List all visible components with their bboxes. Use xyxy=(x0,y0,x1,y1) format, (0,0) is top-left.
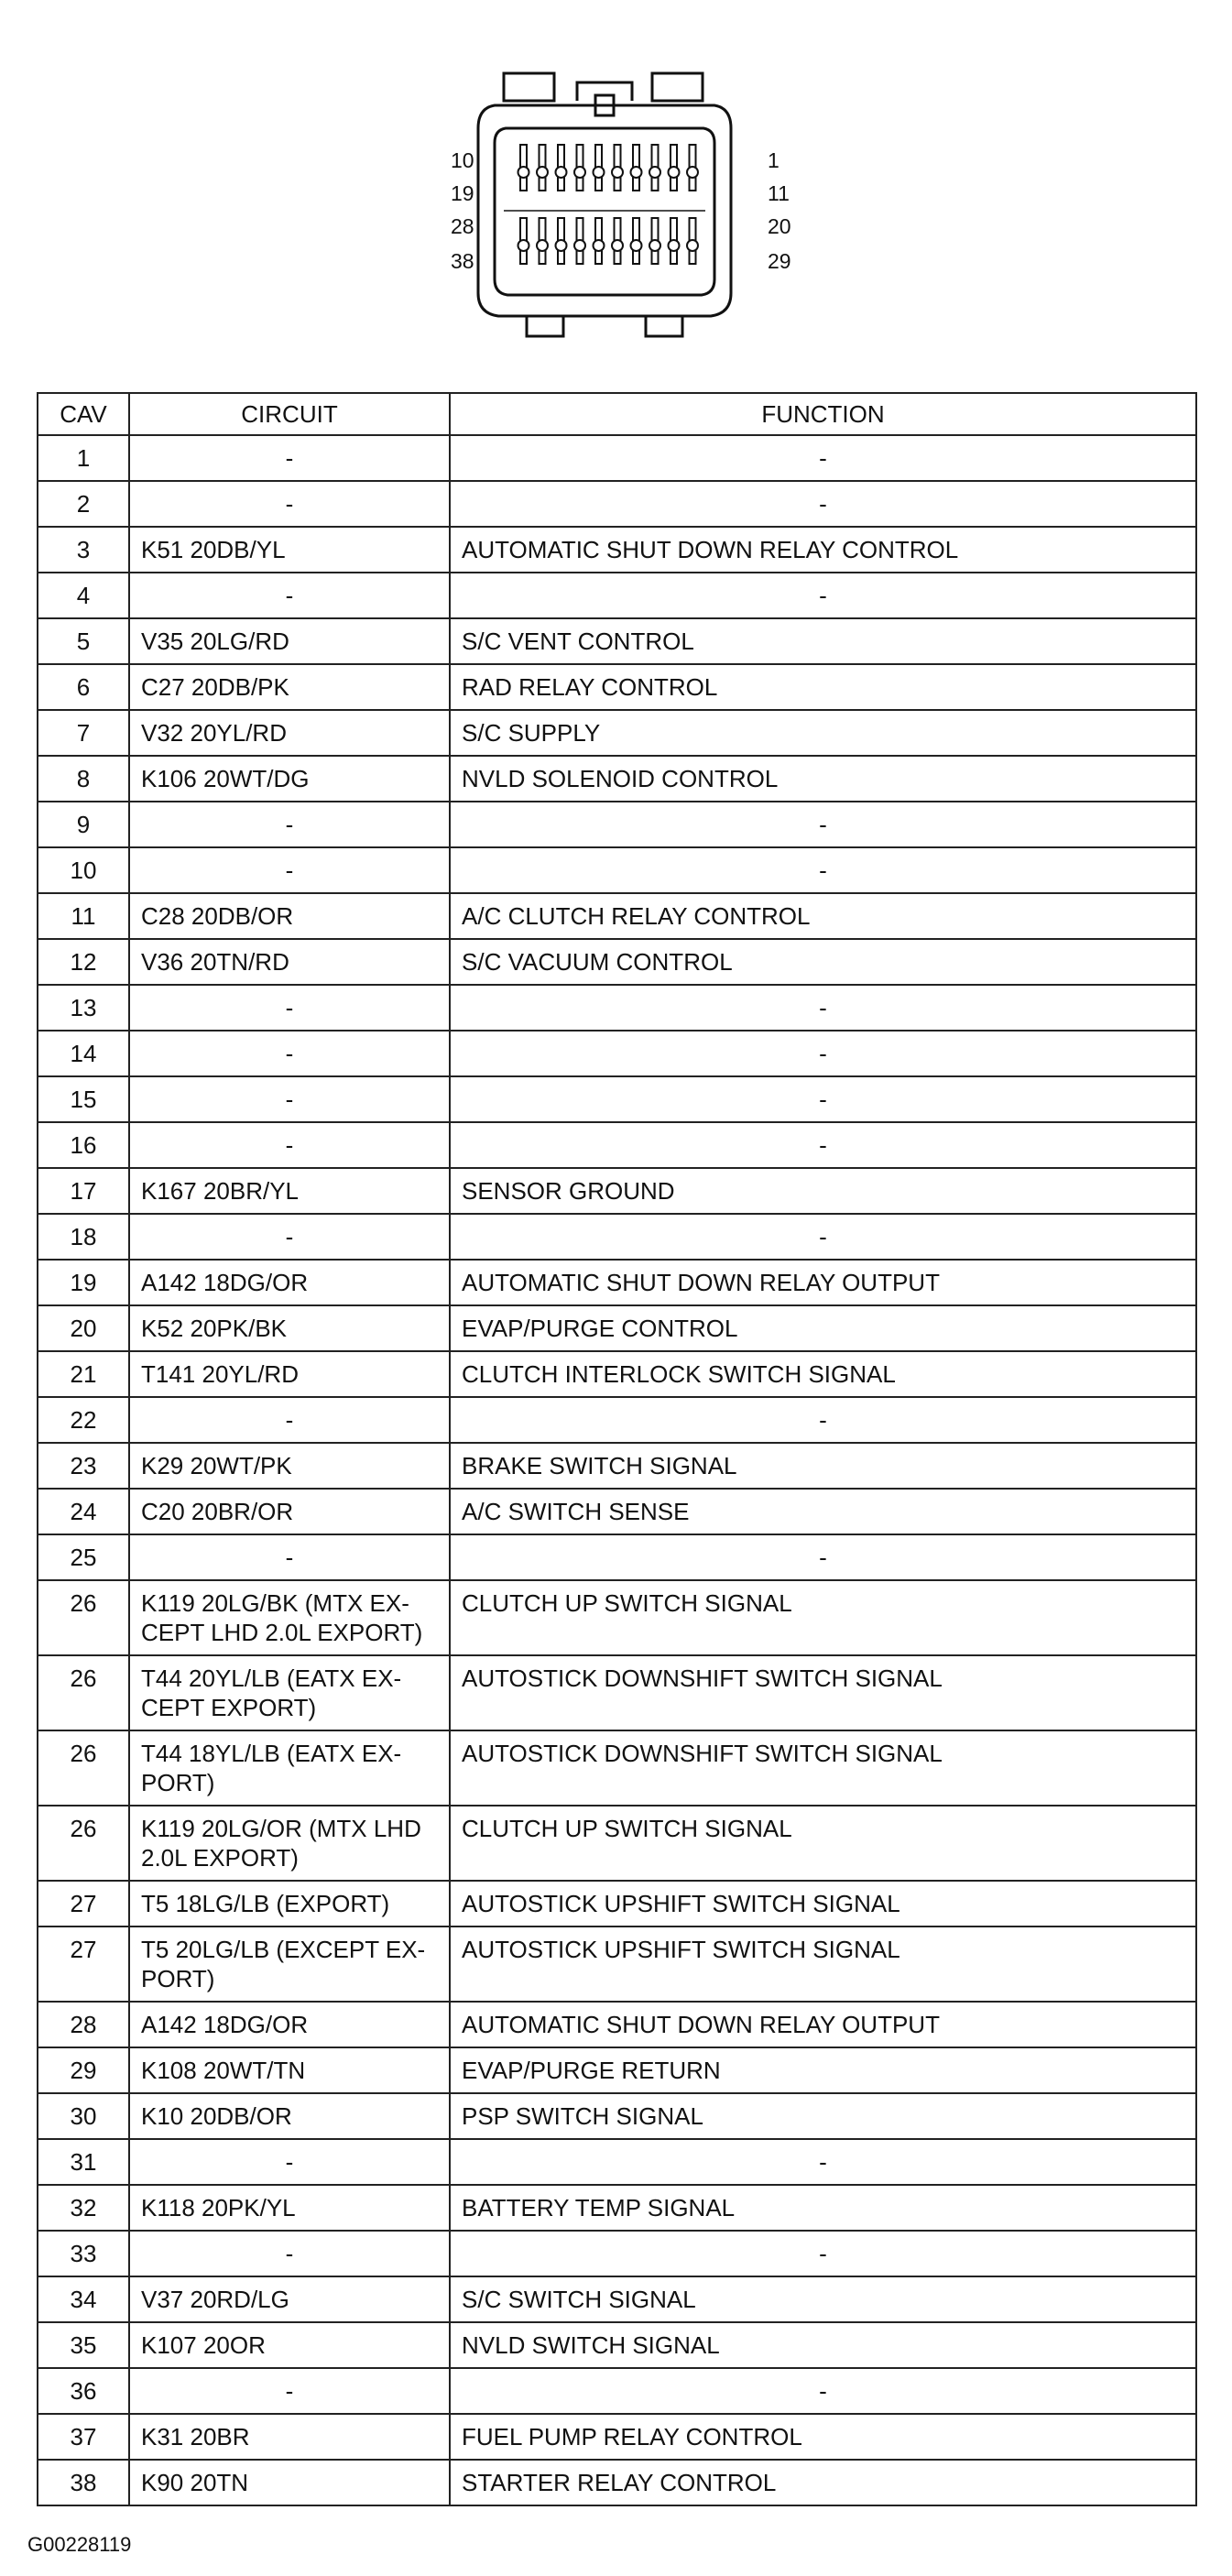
pin-label-19: 19 xyxy=(451,181,474,205)
cav-cell: 12 xyxy=(38,939,129,985)
function-cell: FUEL PUMP RELAY CONTROL xyxy=(450,2414,1196,2460)
table-row xyxy=(38,1881,1196,1927)
table-row xyxy=(38,1730,1196,1806)
circuit-cell: T141 20YL/RD xyxy=(129,1351,450,1397)
function-cell: - xyxy=(450,1397,1196,1443)
connector-latch-right xyxy=(652,73,703,101)
connector-pin-tip xyxy=(687,240,698,251)
cav-cell: 3 xyxy=(38,527,129,573)
circuit-cell: A142 18DG/OR xyxy=(129,2002,450,2047)
pin-label-1: 1 xyxy=(768,148,780,172)
function-cell: - xyxy=(450,847,1196,893)
cav-cell: 2 xyxy=(38,481,129,527)
function-cell: AUTOSTICK DOWNSHIFT SWITCH SIGNAL xyxy=(450,1730,1196,1806)
table-row xyxy=(38,1489,1196,1534)
circuit-cell: V32 20YL/RD xyxy=(129,710,450,756)
function-cell: - xyxy=(450,1214,1196,1260)
table-row xyxy=(38,2002,1196,2047)
circuit-cell: - xyxy=(129,985,450,1031)
cav-cell: 31 xyxy=(38,2139,129,2185)
table-row xyxy=(38,2368,1196,2414)
circuit-cell: T5 20LG/LB (EXCEPT EX-PORT) xyxy=(129,1927,450,2002)
pin-label-28: 28 xyxy=(451,214,474,238)
connector-pin-tip xyxy=(518,240,529,251)
table-row xyxy=(38,939,1196,985)
circuit-cell: K119 20LG/OR (MTX LHD 2.0L EXPORT) xyxy=(129,1806,450,1881)
function-cell: AUTOMATIC SHUT DOWN RELAY OUTPUT xyxy=(450,1260,1196,1305)
cav-cell: 11 xyxy=(38,893,129,939)
connector-pin-tip xyxy=(669,240,680,251)
circuit-cell: K119 20LG/BK (MTX EX-CEPT LHD 2.0L EXPORT) xyxy=(129,1580,450,1655)
cav-cell: 37 xyxy=(38,2414,129,2460)
table-row xyxy=(38,1927,1196,2002)
circuit-cell: - xyxy=(129,1534,450,1580)
table-row xyxy=(38,1168,1196,1214)
circuit-cell: - xyxy=(129,1122,450,1168)
table-row xyxy=(38,573,1196,618)
circuit-cell: K118 20PK/YL xyxy=(129,2185,450,2231)
circuit-cell: - xyxy=(129,1397,450,1443)
cav-cell: 26 xyxy=(38,1655,129,1730)
cav-cell: 27 xyxy=(38,1881,129,1927)
function-cell: CLUTCH UP SWITCH SIGNAL xyxy=(450,1806,1196,1881)
function-cell: - xyxy=(450,2139,1196,2185)
circuit-cell: - xyxy=(129,573,450,618)
pin-label-10: 10 xyxy=(451,148,474,172)
function-cell: - xyxy=(450,1076,1196,1122)
function-cell: S/C SUPPLY xyxy=(450,710,1196,756)
function-cell: SENSOR GROUND xyxy=(450,1168,1196,1214)
circuit-cell: K106 20WT/DG xyxy=(129,756,450,802)
circuit-cell: K51 20DB/YL xyxy=(129,527,450,573)
table-row xyxy=(38,435,1196,481)
circuit-cell: - xyxy=(129,2139,450,2185)
function-cell: S/C VENT CONTROL xyxy=(450,618,1196,664)
circuit-cell: C28 20DB/OR xyxy=(129,893,450,939)
cav-cell: 34 xyxy=(38,2276,129,2322)
connector-foot-right xyxy=(646,316,682,336)
figure-code: G00228119 xyxy=(27,2533,132,2556)
table-row xyxy=(38,1397,1196,1443)
header-cav: CAV xyxy=(38,393,129,435)
function-cell: - xyxy=(450,802,1196,847)
table-row xyxy=(38,1260,1196,1305)
connector-pin-tip xyxy=(556,167,567,178)
function-cell: S/C SWITCH SIGNAL xyxy=(450,2276,1196,2322)
pin-label-11: 11 xyxy=(768,181,790,205)
table-row xyxy=(38,1076,1196,1122)
circuit-cell: - xyxy=(129,1214,450,1260)
connector-pin-tip xyxy=(574,167,585,178)
cav-cell: 16 xyxy=(38,1122,129,1168)
cav-cell: 5 xyxy=(38,618,129,664)
table-row xyxy=(38,2276,1196,2322)
function-cell: NVLD SOLENOID CONTROL xyxy=(450,756,1196,802)
function-cell: STARTER RELAY CONTROL xyxy=(450,2460,1196,2505)
circuit-cell: A142 18DG/OR xyxy=(129,1260,450,1305)
circuit-cell: - xyxy=(129,2368,450,2414)
cav-cell: 4 xyxy=(38,573,129,618)
pin-label-29: 29 xyxy=(768,249,791,273)
cav-cell: 32 xyxy=(38,2185,129,2231)
cav-cell: 23 xyxy=(38,1443,129,1489)
function-cell: A/C SWITCH SENSE xyxy=(450,1489,1196,1534)
function-cell: - xyxy=(450,2231,1196,2276)
circuit-cell: - xyxy=(129,847,450,893)
connector-pin-tip xyxy=(537,167,548,178)
table-row xyxy=(38,1655,1196,1730)
function-cell: - xyxy=(450,435,1196,481)
function-cell: RAD RELAY CONTROL xyxy=(450,664,1196,710)
function-cell: BATTERY TEMP SIGNAL xyxy=(450,2185,1196,2231)
circuit-cell: T5 18LG/LB (EXPORT) xyxy=(129,1881,450,1927)
table-row xyxy=(38,1806,1196,1881)
function-cell: AUTOSTICK UPSHIFT SWITCH SIGNAL xyxy=(450,1881,1196,1927)
cav-cell: 19 xyxy=(38,1260,129,1305)
cav-cell: 26 xyxy=(38,1730,129,1806)
table-row xyxy=(38,1534,1196,1580)
function-cell: - xyxy=(450,2368,1196,2414)
table-row xyxy=(38,1214,1196,1260)
table-row xyxy=(38,1122,1196,1168)
function-cell: S/C VACUUM CONTROL xyxy=(450,939,1196,985)
table-row xyxy=(38,527,1196,573)
pin-label-38: 38 xyxy=(451,249,474,273)
function-cell: EVAP/PURGE CONTROL xyxy=(450,1305,1196,1351)
connector-pin-tip xyxy=(594,240,605,251)
connector-pin-tip xyxy=(518,167,529,178)
circuit-cell: K10 20DB/OR xyxy=(129,2093,450,2139)
cav-cell: 1 xyxy=(38,435,129,481)
table-row xyxy=(38,985,1196,1031)
connector-pin-tip xyxy=(537,240,548,251)
function-cell: CLUTCH UP SWITCH SIGNAL xyxy=(450,1580,1196,1655)
table-row xyxy=(38,664,1196,710)
function-cell: - xyxy=(450,985,1196,1031)
connector-pin-tip xyxy=(649,167,660,178)
table-row xyxy=(38,893,1196,939)
table-row xyxy=(38,1443,1196,1489)
connector-latch-left xyxy=(504,73,554,101)
function-cell: AUTOMATIC SHUT DOWN RELAY OUTPUT xyxy=(450,2002,1196,2047)
cav-cell: 30 xyxy=(38,2093,129,2139)
table-row xyxy=(38,2414,1196,2460)
table-row xyxy=(38,710,1196,756)
function-cell: CLUTCH INTERLOCK SWITCH SIGNAL xyxy=(450,1351,1196,1397)
function-cell: BRAKE SWITCH SIGNAL xyxy=(450,1443,1196,1489)
circuit-cell: K108 20WT/TN xyxy=(129,2047,450,2093)
table-row xyxy=(38,2231,1196,2276)
circuit-cell: V36 20TN/RD xyxy=(129,939,450,985)
cav-cell: 25 xyxy=(38,1534,129,1580)
connector-pin-tip xyxy=(631,167,642,178)
function-cell: EVAP/PURGE RETURN xyxy=(450,2047,1196,2093)
circuit-cell: C20 20BR/OR xyxy=(129,1489,450,1534)
cav-cell: 20 xyxy=(38,1305,129,1351)
circuit-cell: T44 20YL/LB (EATX EX-CEPT EXPORT) xyxy=(129,1655,450,1730)
circuit-cell: T44 18YL/LB (EATX EX-PORT) xyxy=(129,1730,450,1806)
circuit-cell: K167 20BR/YL xyxy=(129,1168,450,1214)
cav-cell: 13 xyxy=(38,985,129,1031)
table-row xyxy=(38,2322,1196,2368)
table-row xyxy=(38,1305,1196,1351)
circuit-cell: V35 20LG/RD xyxy=(129,618,450,664)
connector-pin-tip xyxy=(594,167,605,178)
circuit-cell: K52 20PK/BK xyxy=(129,1305,450,1351)
table-row xyxy=(38,1031,1196,1076)
circuit-cell: C27 20DB/PK xyxy=(129,664,450,710)
function-cell: - xyxy=(450,1534,1196,1580)
function-cell: - xyxy=(450,1122,1196,1168)
table-row xyxy=(38,481,1196,527)
connector-pin-tip xyxy=(612,240,623,251)
cav-cell: 9 xyxy=(38,802,129,847)
table-row xyxy=(38,2047,1196,2093)
cav-cell: 17 xyxy=(38,1168,129,1214)
connector-pin-tip xyxy=(669,167,680,178)
connector-pin-tip xyxy=(631,240,642,251)
circuit-cell: V37 20RD/LG xyxy=(129,2276,450,2322)
cav-cell: 15 xyxy=(38,1076,129,1122)
cav-cell: 33 xyxy=(38,2231,129,2276)
cav-cell: 24 xyxy=(38,1489,129,1534)
circuit-cell: K31 20BR xyxy=(129,2414,450,2460)
table-row xyxy=(38,618,1196,664)
connector-pin-tip xyxy=(649,240,660,251)
header-function: FUNCTION xyxy=(450,393,1196,435)
cav-cell: 28 xyxy=(38,2002,129,2047)
function-cell: - xyxy=(450,481,1196,527)
circuit-cell: K107 20OR xyxy=(129,2322,450,2368)
table-row xyxy=(38,1351,1196,1397)
circuit-cell: - xyxy=(129,2231,450,2276)
connector-pin-tip xyxy=(687,167,698,178)
function-cell: A/C CLUTCH RELAY CONTROL xyxy=(450,893,1196,939)
connector-face-diagram xyxy=(440,55,769,348)
function-cell: PSP SWITCH SIGNAL xyxy=(450,2093,1196,2139)
function-cell: AUTOMATIC SHUT DOWN RELAY CONTROL xyxy=(450,527,1196,573)
function-cell: - xyxy=(450,573,1196,618)
function-cell: - xyxy=(450,1031,1196,1076)
circuit-cell: K29 20WT/PK xyxy=(129,1443,450,1489)
circuit-cell: - xyxy=(129,435,450,481)
connector-pin-tip xyxy=(612,167,623,178)
cav-cell: 26 xyxy=(38,1580,129,1655)
table-row xyxy=(38,756,1196,802)
cav-cell: 35 xyxy=(38,2322,129,2368)
cav-cell: 36 xyxy=(38,2368,129,2414)
cav-cell: 27 xyxy=(38,1927,129,2002)
connector-pin-tip xyxy=(574,240,585,251)
function-cell: AUTOSTICK UPSHIFT SWITCH SIGNAL xyxy=(450,1927,1196,2002)
cav-cell: 18 xyxy=(38,1214,129,1260)
connector-key-top xyxy=(577,82,632,101)
function-cell: AUTOSTICK DOWNSHIFT SWITCH SIGNAL xyxy=(450,1655,1196,1730)
cav-cell: 10 xyxy=(38,847,129,893)
circuit-cell: - xyxy=(129,481,450,527)
table-row xyxy=(38,2139,1196,2185)
table-row xyxy=(38,2460,1196,2505)
circuit-cell: - xyxy=(129,1031,450,1076)
table-row xyxy=(38,2093,1196,2139)
circuit-cell: - xyxy=(129,1076,450,1122)
header-circuit: CIRCUIT xyxy=(129,393,450,435)
circuit-cell: K90 20TN xyxy=(129,2460,450,2505)
pinout-table xyxy=(37,392,1197,2506)
cav-cell: 26 xyxy=(38,1806,129,1881)
cav-cell: 21 xyxy=(38,1351,129,1397)
cav-cell: 29 xyxy=(38,2047,129,2093)
circuit-cell: - xyxy=(129,802,450,847)
table-header-row xyxy=(38,393,1196,435)
table-row xyxy=(38,1580,1196,1655)
table-row xyxy=(38,2185,1196,2231)
cav-cell: 22 xyxy=(38,1397,129,1443)
connector-foot-left xyxy=(527,316,563,336)
cav-cell: 14 xyxy=(38,1031,129,1076)
function-cell: NVLD SWITCH SIGNAL xyxy=(450,2322,1196,2368)
cav-cell: 8 xyxy=(38,756,129,802)
pin-label-20: 20 xyxy=(768,214,791,238)
table-row xyxy=(38,847,1196,893)
table-row xyxy=(38,802,1196,847)
cav-cell: 6 xyxy=(38,664,129,710)
connector-pin-tip xyxy=(556,240,567,251)
cav-cell: 7 xyxy=(38,710,129,756)
cav-cell: 38 xyxy=(38,2460,129,2505)
